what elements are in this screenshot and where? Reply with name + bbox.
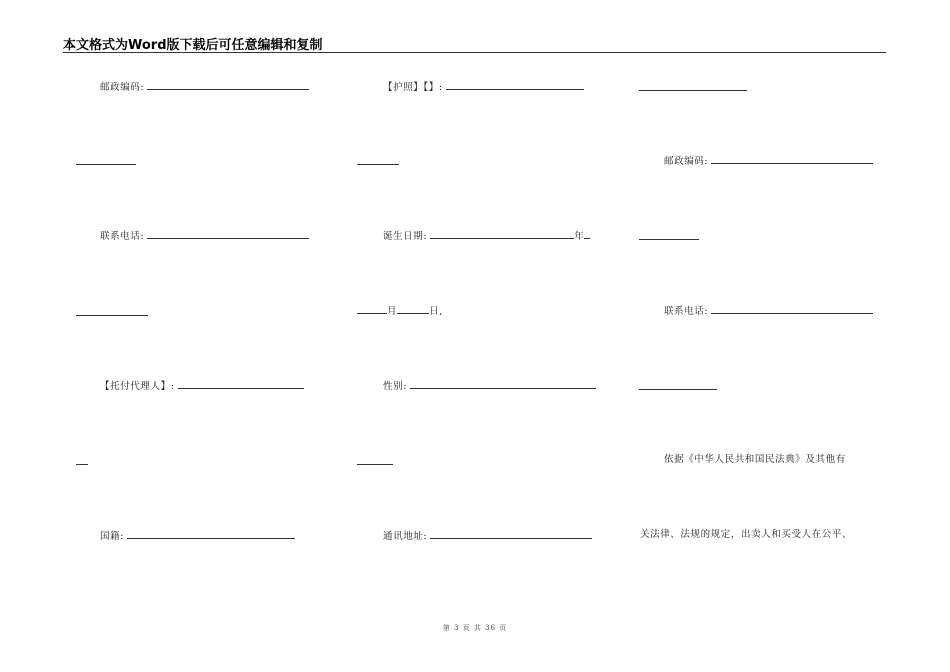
- header-title: 本文格式为Word版下载后可任意编辑和复制: [63, 38, 323, 53]
- agent-field: [100, 379, 304, 393]
- gender-label: 性别:: [383, 381, 408, 392]
- phone-field-2: [664, 304, 873, 318]
- address-field: [383, 529, 592, 543]
- phone-blank-1[interactable]: [147, 229, 309, 239]
- passport-blank[interactable]: [446, 80, 584, 90]
- phone-blank-2-continued[interactable]: [639, 389, 717, 390]
- passport-blank-end[interactable]: [357, 164, 399, 165]
- birth-year-blank[interactable]: [430, 229, 574, 239]
- body-text-line-1: 依据《中华人民共和国民法典》及其他有: [664, 454, 846, 465]
- birth-date-field: [383, 229, 590, 243]
- gender-blank-continued[interactable]: [357, 464, 393, 465]
- body-text-line-2: 关法律、法规的规定，出卖人和买受人在公平、: [640, 529, 853, 540]
- nationality-blank[interactable]: [127, 529, 295, 539]
- month-label: 月: [387, 306, 398, 317]
- passport-blank-continued[interactable]: [639, 90, 747, 91]
- passport-label: 【护照】【】:: [383, 82, 443, 93]
- phone-blank-1-continued[interactable]: [76, 315, 148, 316]
- birth-month-blank[interactable]: [357, 304, 387, 314]
- postal-code-blank-2[interactable]: [711, 154, 873, 164]
- phone-field-1: [100, 229, 309, 243]
- year-label: 年: [574, 231, 585, 242]
- year-trailing-blank[interactable]: [584, 229, 590, 239]
- postal-code-field-2: [664, 154, 873, 168]
- postal-code-blank-1[interactable]: [147, 80, 309, 90]
- phone-label-1: 联系电话:: [100, 231, 145, 242]
- nationality-label: 国籍:: [100, 531, 125, 542]
- agent-label: 【托付代理人】:: [100, 381, 175, 392]
- agent-blank-continued[interactable]: [76, 464, 88, 465]
- postal-code-blank-1-continued[interactable]: [76, 164, 136, 165]
- page-footer: 第 3 页 共 36 页: [442, 624, 508, 632]
- phone-blank-2[interactable]: [711, 304, 873, 314]
- postal-code-field-1: [100, 80, 309, 94]
- gender-field: [383, 379, 596, 393]
- gender-blank[interactable]: [410, 379, 596, 389]
- header-divider: [63, 52, 886, 53]
- birth-date-label: 诞生日期:: [383, 231, 428, 242]
- birth-day-blank[interactable]: [397, 304, 429, 314]
- day-label: 日,: [429, 306, 443, 317]
- birth-month-day-field: [357, 304, 443, 318]
- postal-code-label-1: 邮政编码:: [100, 82, 145, 93]
- agent-blank[interactable]: [178, 379, 304, 389]
- postal-code-label-2: 邮政编码:: [664, 156, 709, 167]
- nationality-field: [100, 529, 295, 543]
- address-blank[interactable]: [430, 529, 592, 539]
- postal-code-blank-2-continued[interactable]: [639, 239, 699, 240]
- passport-field: [383, 80, 584, 94]
- address-label: 通讯地址:: [383, 531, 428, 542]
- phone-label-2: 联系电话:: [664, 306, 709, 317]
